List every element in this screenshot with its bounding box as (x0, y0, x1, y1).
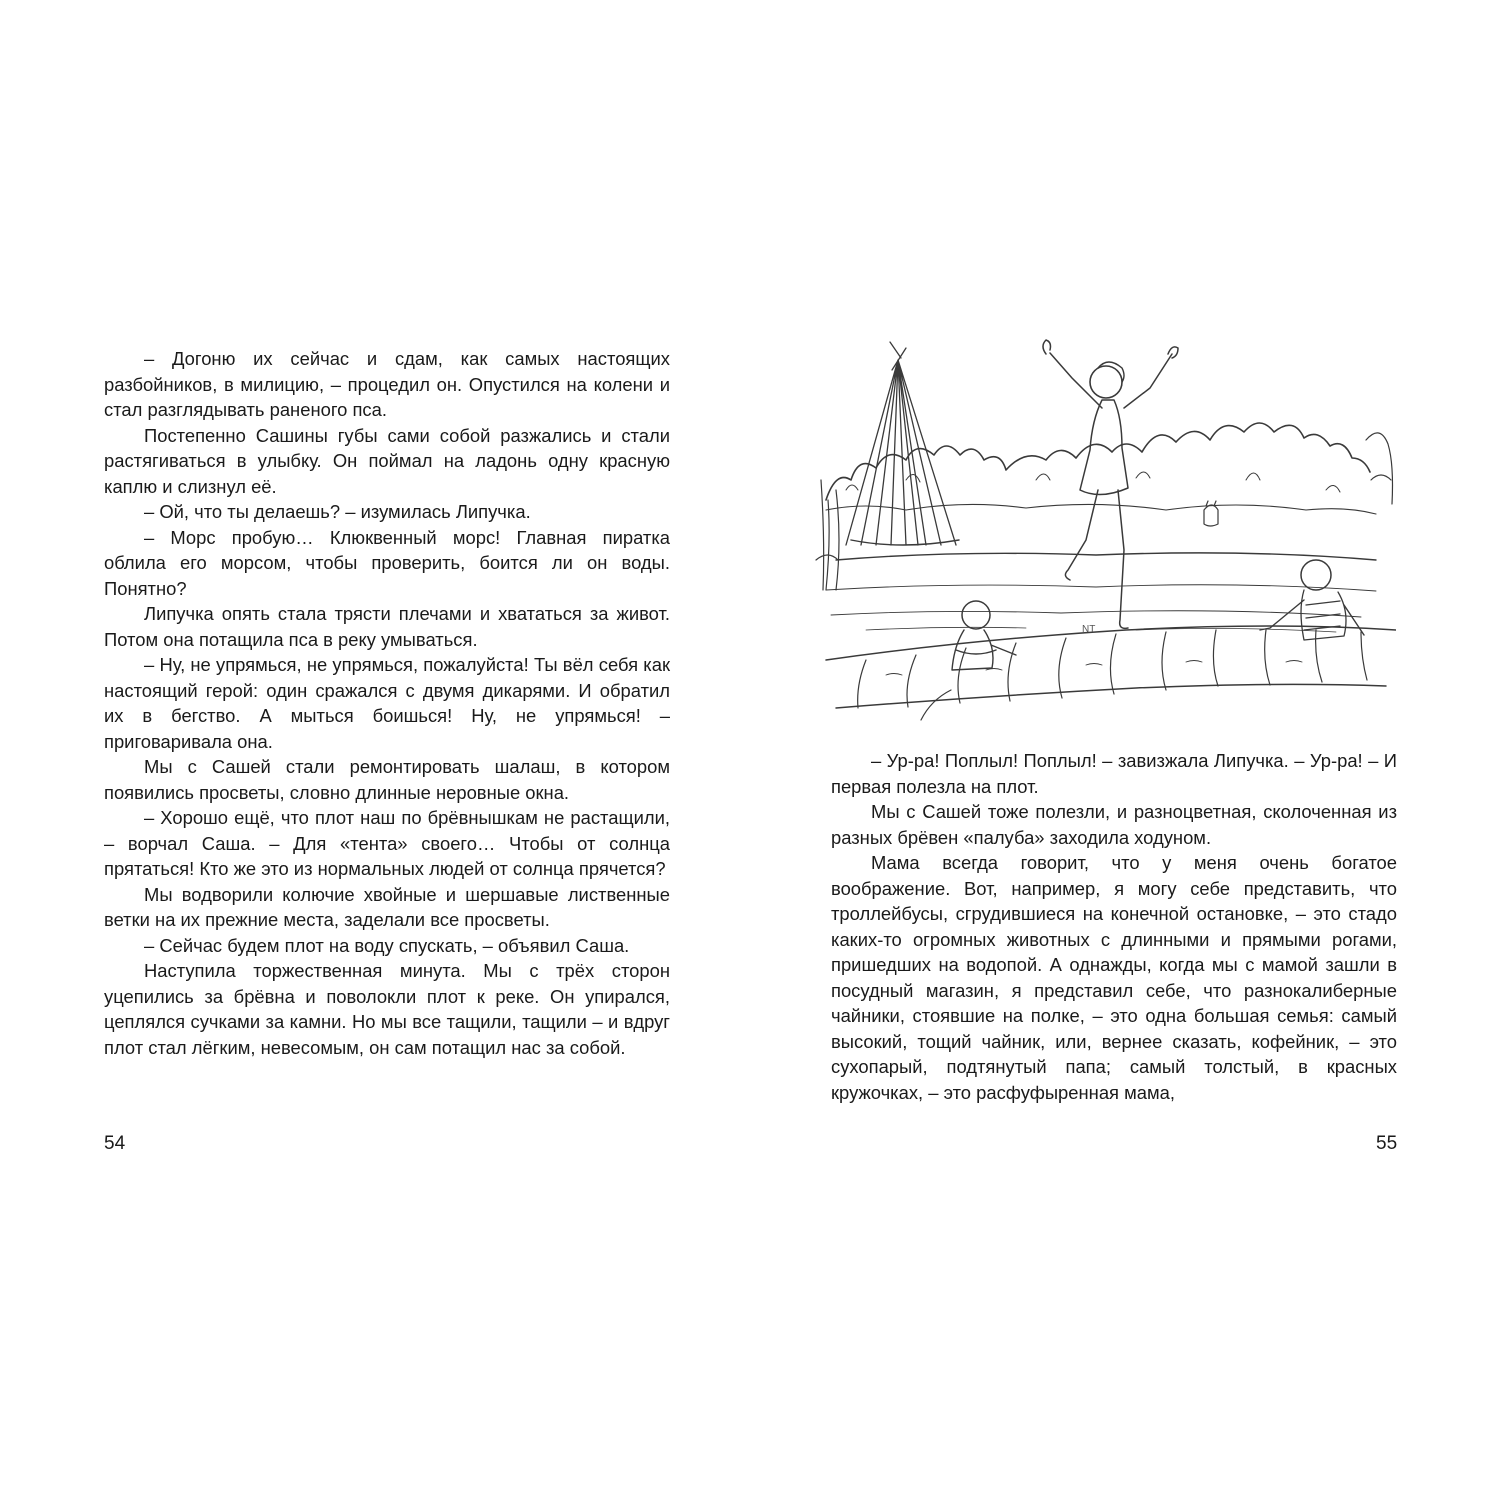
paragraph: – Хорошо ещё, что плот наш по брёвнышкам не растащили, – ворчал Саша. – Для «тента» своего… Чтобы от солнца прятаться! Кто же это из нормальных людей от солнца прячется? (104, 807, 670, 879)
right-page (750, 0, 1500, 1500)
paragraph: – Морс пробую… Клюквенный морс! Главная пиратка облила его морсом, чтобы проверить, боится ли он воды. Понятно? (104, 526, 670, 599)
paragraph: Мы водворили колючие хвойные и шершавые лиственные ветки на их прежние места, заделали все просветы. (104, 883, 670, 930)
paragraph: Постепенно Сашины губы сами собой разжались и стали растягиваться в улыбку. Он поймал на ладонь одну красную каплю и слизнул её. (104, 424, 670, 497)
paragraph: Мама всегда говорит, что у меня очень богатое воображение. Вот, например, я могу себе представить, что троллейбусы, сгрудившиеся на конечной остановке, – это стадо каких-то огромных животных с длинными и прямыми рогами, пришедших на водопой. А однажды, когда мы с мамой зашли в посудный магазин, я представил себе, что разнокалиберные чайники, стоявшие на полке, – это одна большая семья: самый высокий, тощий чайник, или, вернее сказать, кофейник, – это сухопарый, подтянутый папа; самый толстый, в красных кружочках, – это расфуфыренная мама, (831, 852, 1397, 1103)
paragraph: Наступила торжественная минута. Мы с трёх сторон уцепились за брёвна и поволокли плот к реке. Он упирался, цеплялся сучками за камни. Но мы все тащили, тащили – и вдруг плот стал лёгким, невесомым, он сам потащил нас за собой. (104, 960, 670, 1058)
illustration-signature: NT (1082, 624, 1096, 635)
pencil-sketch-illustration (806, 330, 1396, 725)
left-page-text (104, 346, 670, 1060)
paragraph: – Ну, не упрямься, не упрямься, пожалуйста! Ты вёл себя как настоящий герой: один сражался с двумя дикарями. И обратил их в бегство. А мыться боишься! Ну, не упрямься! – приговаривала она. (104, 654, 670, 752)
page-number-right: 55 (1376, 1133, 1398, 1154)
paragraph: – Догоню их сейчас и сдам, как самых настоящих разбойников, в милицию, – процедил он. Опустился на колени и стал разглядывать раненого пса. (104, 348, 670, 420)
illustration-drawing (806, 330, 1396, 725)
paragraph: – Ур-ра! Поплыл! Поплыл! – завизжала Липучка. – Ур-ра! – И первая полезла на плот. (831, 750, 1397, 797)
paragraph: – Ой, что ты делаешь? – изумилась Липучка. (144, 501, 531, 522)
page-number-left: 54 (104, 1133, 126, 1154)
paragraph: – Сейчас будем плот на воду спускать, – объявил Саша. (144, 934, 630, 956)
right-page-text (831, 748, 1397, 1105)
paragraph: Мы с Сашей тоже полезли, и разноцветная, сколоченная из разных брёвен «палуба» заходила ходуном. (831, 801, 1397, 848)
paragraph: Мы с Сашей стали ремонтировать шалаш, в котором появились просветы, словно длинные неровные окна. (104, 756, 670, 803)
paragraph: Липучка опять стала трясти плечами и хвататься за живот. Потом она потащила пса в реку умываться. (104, 603, 670, 650)
